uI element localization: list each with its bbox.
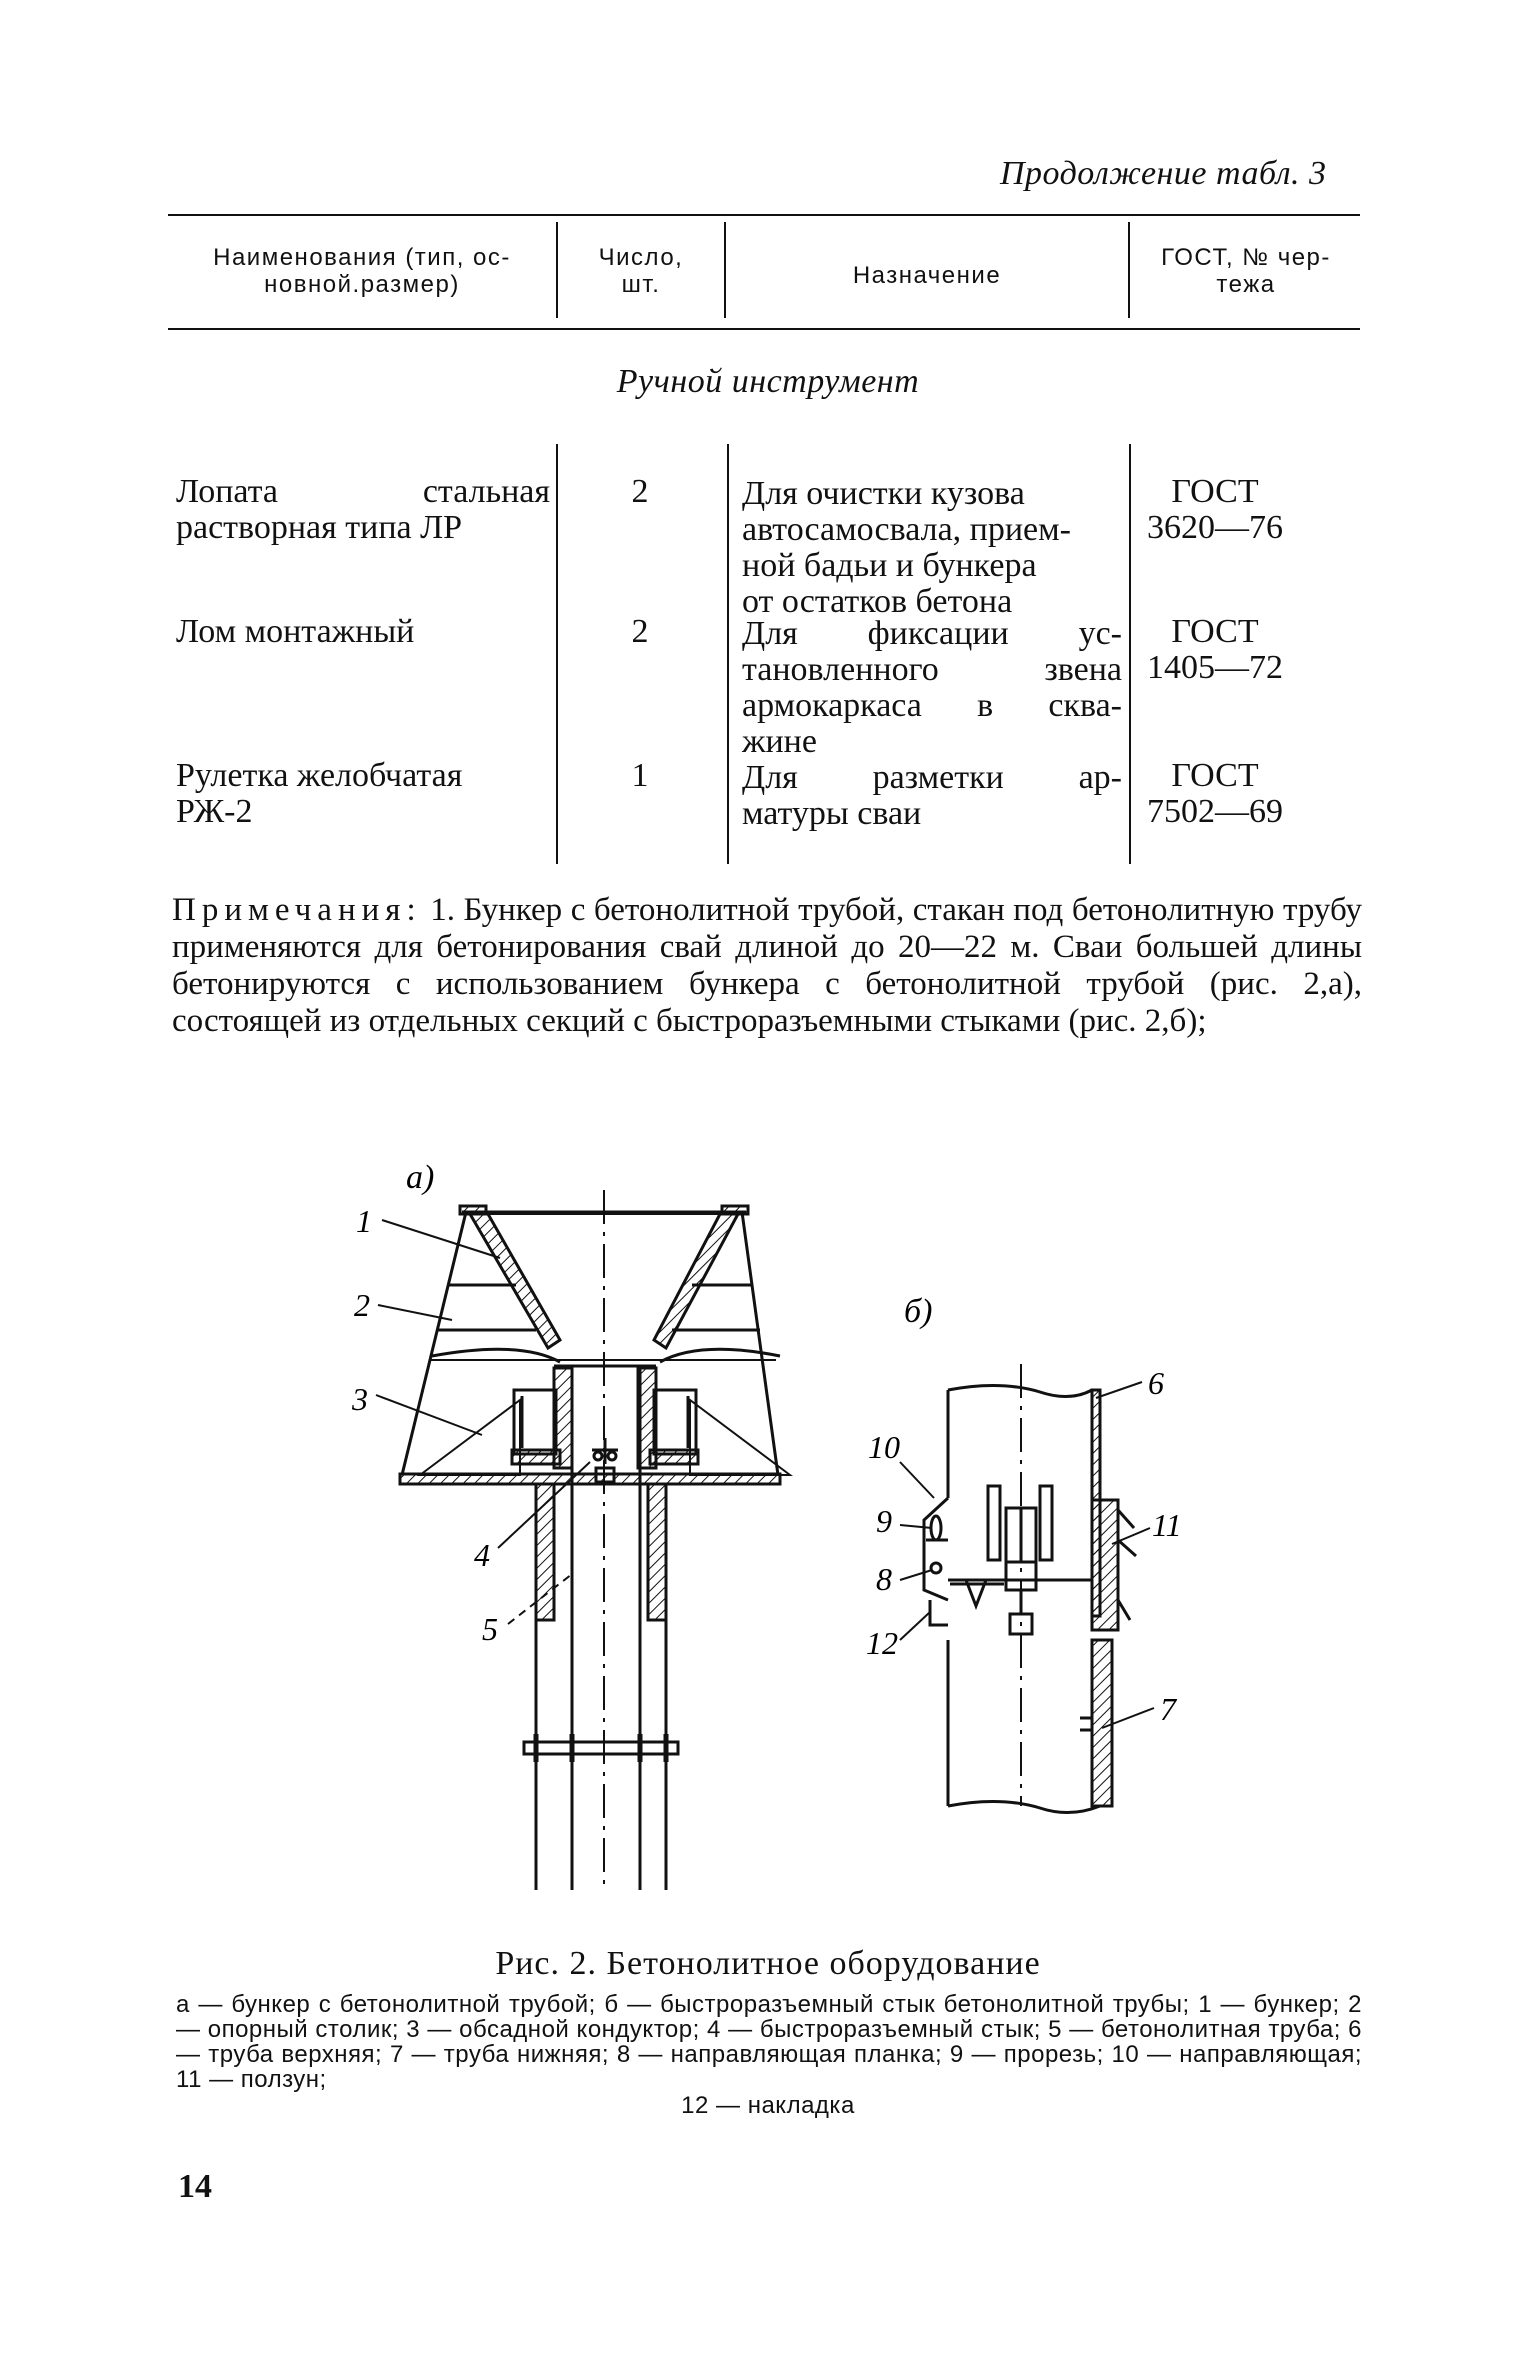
- page-number: 14: [178, 2168, 212, 2205]
- callout-5: 5: [482, 1611, 498, 1647]
- panel-a-label: а): [406, 1159, 435, 1196]
- header-qty: Число, шт.: [598, 244, 684, 298]
- header-purpose: Назначение: [852, 262, 1002, 289]
- section-title: Ручной инструмент: [616, 363, 920, 400]
- panel-a-hopper-drawing: [376, 1190, 790, 1890]
- row2-name: Лом монтажный: [176, 613, 415, 650]
- row2-qty: 2: [631, 613, 649, 650]
- figure-caption: Рис. 2. Бетонолитное оборудование: [495, 1945, 1041, 1982]
- row1-purpose: Для очистки кузова автосамосвала, прием- ной бадьи и бункера от остатков бетона: [742, 475, 1071, 620]
- callout-2: 2: [354, 1287, 370, 1323]
- header-name: Наименования (тип, ос- новной.размер): [213, 244, 511, 298]
- row1-qty: 2: [631, 473, 649, 510]
- row3-gost: ГОСТ 7502—69: [1147, 757, 1283, 830]
- callout-12: 12: [866, 1625, 898, 1661]
- row2-purpose: Для фиксации ус- тановленного звена армокаркаса в сква- жине: [742, 615, 1122, 760]
- notes-paragraph: Примечания: 1. Бункер с бетонолитной трубой, стакан под бетонолитную трубу применяются для бетонирования свай длиной до 20—22 м. Сваи большей длины бетонируются с использованием бункера с бетонолитной трубой (рис. 2,а), состоящей из отдельных секций с быстроразъемными стыками (рис. 2,б);: [172, 892, 1362, 1039]
- callout-9: 9: [876, 1503, 892, 1539]
- callout-3: 3: [352, 1381, 368, 1417]
- figure-legend: а — бункер с бетонолитной трубой; б — быстроразъемный стык бетонолитной трубы; 1 — бункер; 2 — опорный столик; 3 — обсадной кондуктор; 4 — быстроразъемный стык; 5 — бетонолитная труба; 6 — труба верхняя; 7 — труба нижняя; 8 — направляющая планка; 9 — прорезь; 10 — направляющая; 11 — ползун;: [176, 1991, 1362, 2093]
- row2-gost: ГОСТ 1405—72: [1147, 613, 1283, 686]
- table-continuation-caption: Продолжение табл. 3: [1000, 155, 1327, 192]
- panel-b-label: б): [904, 1293, 933, 1330]
- callout-10: 10: [868, 1429, 900, 1465]
- callout-11: 11: [1152, 1507, 1182, 1543]
- row3-name: Рулетка желобчатая РЖ-2: [176, 757, 463, 830]
- panel-b-joint-drawing: [900, 1364, 1154, 1813]
- callout-7: 7: [1160, 1691, 1176, 1727]
- callout-1: 1: [356, 1203, 372, 1239]
- callout-6: 6: [1148, 1365, 1164, 1401]
- row3-qty: 1: [631, 757, 649, 794]
- header-gost: ГОСТ, № чер- тежа: [1161, 244, 1331, 298]
- row1-gost: ГОСТ 3620—76: [1147, 473, 1283, 546]
- callout-8: 8: [876, 1561, 892, 1597]
- row1-name: Лопата стальная растворная типа ЛР: [176, 473, 550, 546]
- callout-4: 4: [474, 1537, 490, 1573]
- row3-purpose: Для разметки ар- матуры сваи: [742, 759, 1122, 832]
- figure-legend-last: 12 — накладка: [681, 2092, 855, 2119]
